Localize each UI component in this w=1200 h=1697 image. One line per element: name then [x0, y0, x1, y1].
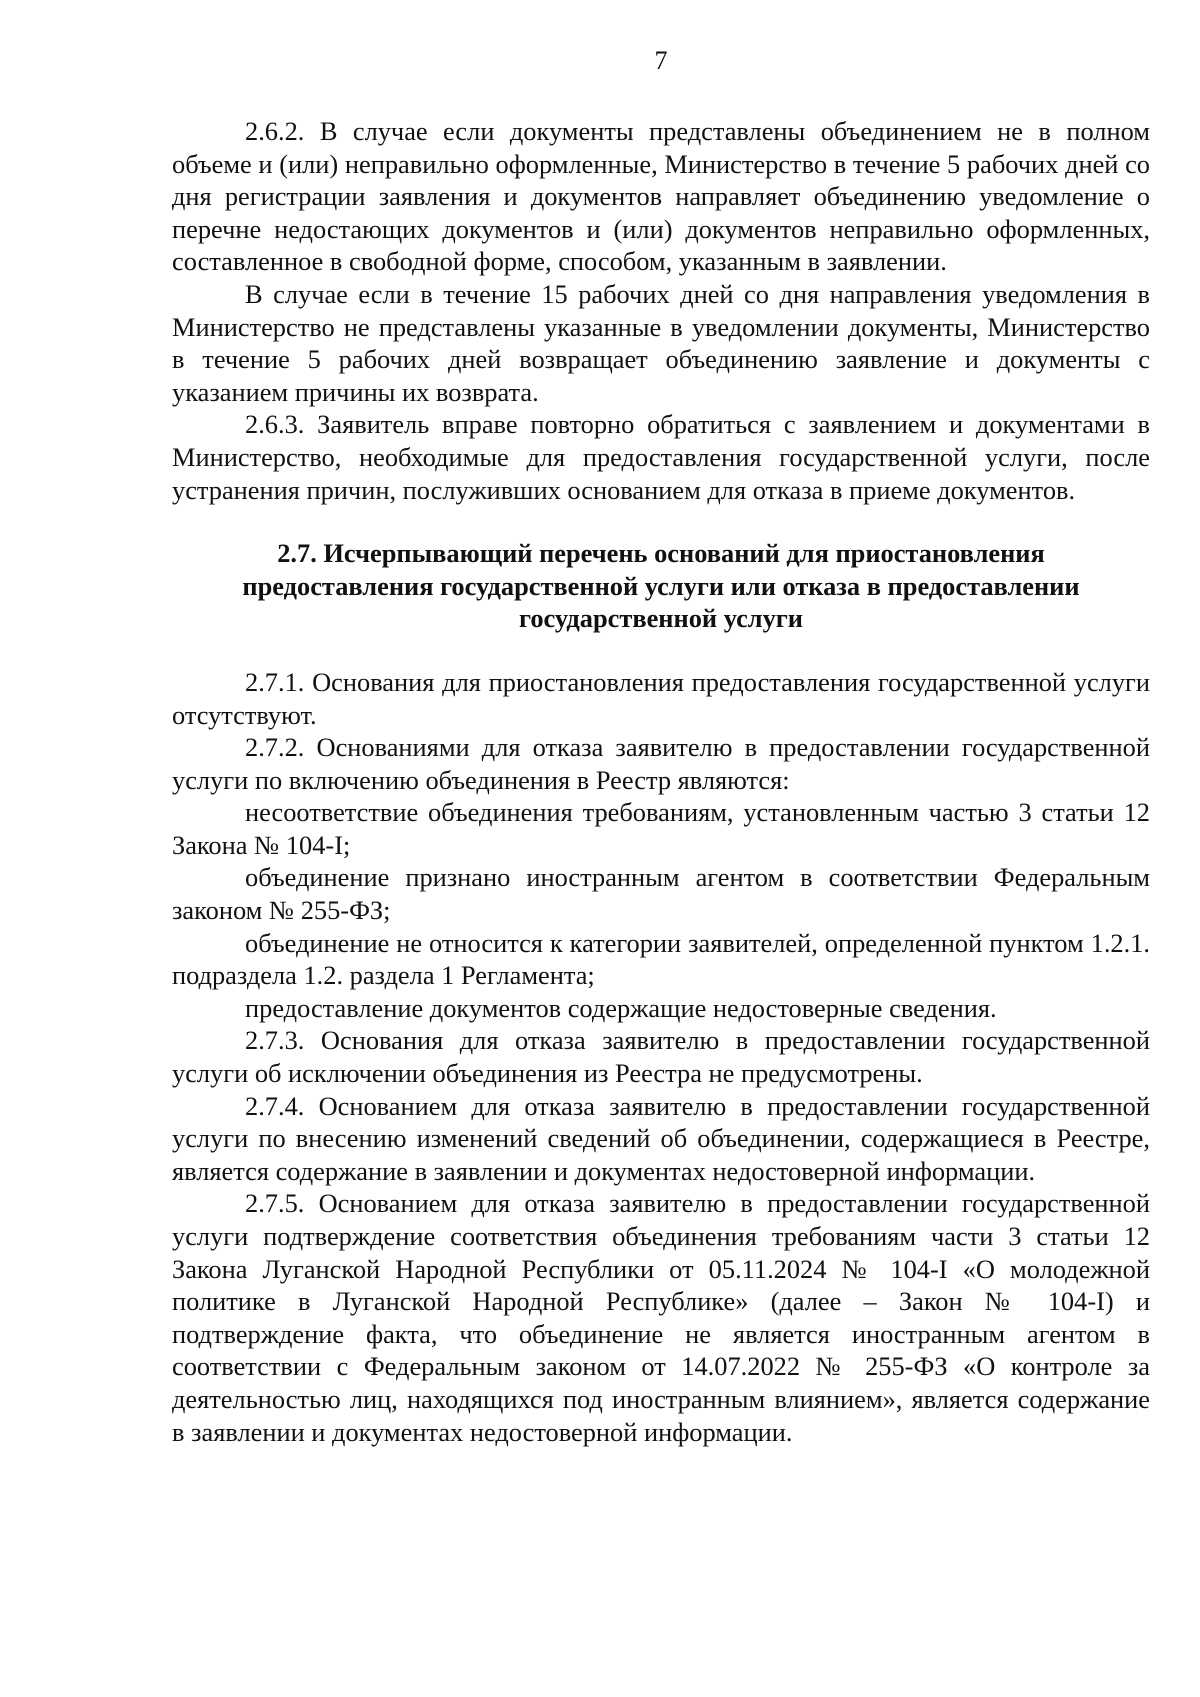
section-heading-line: государственной услуги [519, 603, 803, 634]
page-number: 7 [654, 46, 668, 75]
paragraph-2-7-5: 2.7.5. Основанием для отказа заявителю в предоставлении государственной услуги подтверждение соответствия объединения требованиям части 3 статьи 12 Закона Луганской Народной Республики от 05.11.2024 № 104-I «О молодежной политике в Луганской Народной Республике» (далее – Закон № 104-I) и подтверждение факта, что объединение не является иностранным агентом в соответствии с Федеральным законом от 14.07.2022 № 255-ФЗ «О контроле за деятельностью лиц, находящихся под иностранным влиянием», является содержание в заявлении и документах недостоверной информации. [172, 1188, 1150, 1447]
section-heading-line: предоставления государственной услуги или отказа в предоставлении [242, 570, 1080, 601]
paragraph-2-7-4: 2.7.4. Основанием для отказа заявителю в предоставлении государственной услуги по внесению изменений сведений об объединении, содержащиеся в Реестре, является содержание в заявлении и документах недостоверной информации. [172, 1090, 1150, 1186]
paragraph-notification-return: В случае если в течение 15 рабочих дней со дня направления уведомления в Министерство не представлены указанные в уведомлении документы, Министерство в течение 5 рабочих дней возвращает объединению заявление и документы с указанием причины их возврата. [172, 278, 1150, 407]
section-heading-2-7 [172, 537, 1150, 635]
paragraph-2-7-1: 2.7.1. Основания для приостановления предоставления государственной услуги отсутствуют. [172, 666, 1150, 730]
section-heading-line: 2.7. Исчерпывающий перечень оснований для приостановления [277, 538, 1045, 569]
paragraph-2-6-2: 2.6.2. В случае если документы представлены объединением не в полном объеме и (или) неправильно оформленные, Министерство в течение 5 рабочих дней со дня регистрации заявления и документов направляет объединению уведомление о перечне недостающих документов и (или) документов неправильно оформленных, составленное в свободной форме, способом, указанным в заявлении. [172, 116, 1150, 277]
document-page [172, 0, 1150, 1697]
paragraph-2-7-2: 2.7.2. Основаниями для отказа заявителю в предоставлении государственной услуги по включению объединения в Реестр являются: [172, 732, 1150, 795]
list-item-false-information: предоставление документов содержащие недостоверные сведения. [245, 992, 997, 1023]
paragraph-2-7-3: 2.7.3. Основания для отказа заявителю в предоставлении государственной услуги об исключении объединения из Реестра не предусмотрены. [172, 1025, 1150, 1089]
paragraph-2-6-3: 2.6.3. Заявитель вправе повторно обратиться с заявлением и документами в Министерство, необходимые для предоставления государственной услуги, после устранения причин, послуживших основанием для отказа в приеме документов. [172, 409, 1150, 505]
list-item-foreign-agent: объединение признано иностранным агентом в соответствии Федеральным законом № 255-ФЗ; [172, 862, 1150, 926]
list-item-category-mismatch: объединение не относится к категории заявителей, определенной пунктом 1.2.1. подраздела 1.2. раздела 1 Регламента; [172, 927, 1150, 991]
list-item-requirements-mismatch: несоответствие объединения требованиям, установленным частью 3 статьи 12 Закона № 104-I; [172, 797, 1150, 860]
document-body [172, 115, 1150, 1448]
